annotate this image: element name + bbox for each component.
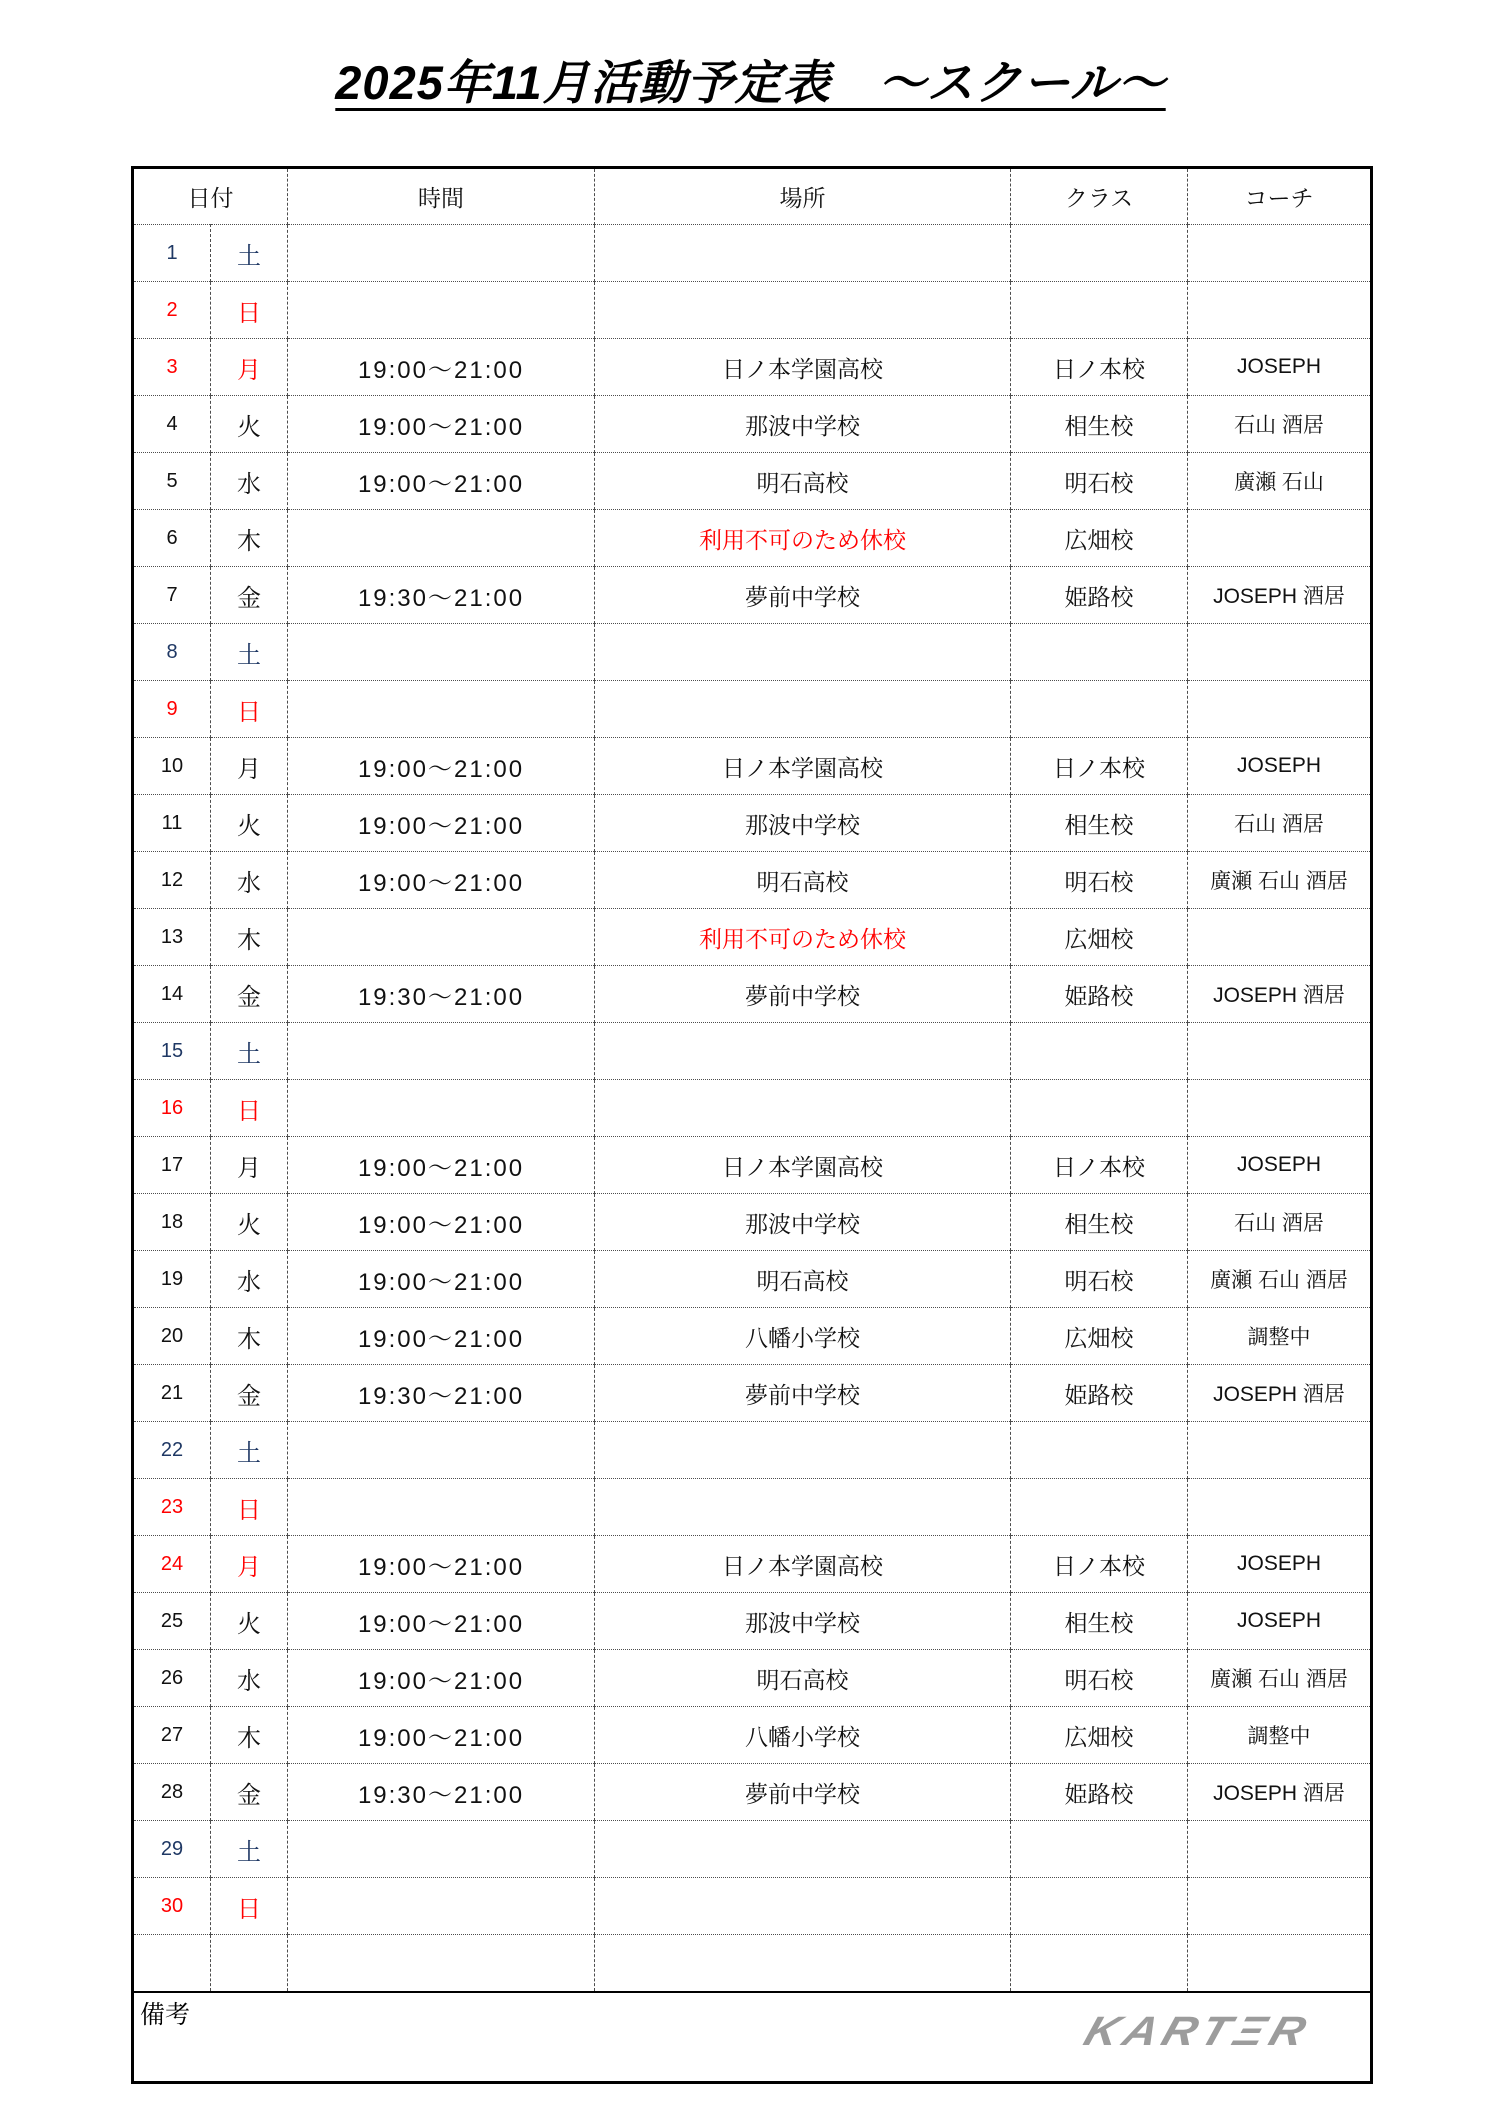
class-cell	[1011, 1080, 1188, 1137]
coach-cell: JOSEPH	[1188, 1593, 1372, 1650]
schedule-row	[133, 852, 1372, 909]
class-cell	[1011, 1422, 1188, 1479]
place-cell	[595, 624, 1011, 681]
date-number-cell: 6	[133, 510, 211, 567]
coach-cell: JOSEPH	[1188, 339, 1372, 396]
date-number-cell: 3	[133, 339, 211, 396]
schedule-row	[133, 1878, 1372, 1935]
time-cell: 19:00～21:00	[288, 396, 595, 453]
day-of-week-cell: 日	[211, 1479, 288, 1536]
schedule-row	[133, 1935, 1372, 1992]
place-cell	[595, 1821, 1011, 1878]
date-number-cell: 30	[133, 1878, 211, 1935]
day-of-week-cell: 金	[211, 1764, 288, 1821]
day-of-week-cell: 金	[211, 1365, 288, 1422]
class-cell: 明石校	[1011, 1251, 1188, 1308]
date-number-cell: 29	[133, 1821, 211, 1878]
date-number-cell: 8	[133, 624, 211, 681]
schedule-row	[133, 1764, 1372, 1821]
coach-cell	[1188, 1080, 1372, 1137]
place-cell: 日ノ本学園高校	[595, 738, 1011, 795]
time-cell: 19:30～21:00	[288, 966, 595, 1023]
class-cell: 姫路校	[1011, 1764, 1188, 1821]
day-of-week-cell: 月	[211, 339, 288, 396]
date-number-cell: 19	[133, 1251, 211, 1308]
date-number-cell: 10	[133, 738, 211, 795]
page-title: 2025年11月活動予定表 ～スクール～	[335, 56, 1166, 109]
class-cell: 姫路校	[1011, 567, 1188, 624]
coach-cell	[1188, 1821, 1372, 1878]
date-number-cell: 17	[133, 1137, 211, 1194]
time-cell	[288, 624, 595, 681]
date-number-cell: 24	[133, 1536, 211, 1593]
notes-cell	[133, 1992, 1372, 2083]
schedule-row	[133, 738, 1372, 795]
class-cell: 明石校	[1011, 453, 1188, 510]
schedule-row	[133, 567, 1372, 624]
coach-cell: JOSEPH	[1188, 1536, 1372, 1593]
coach-cell: 石山 酒居	[1188, 795, 1372, 852]
day-of-week-cell: 火	[211, 795, 288, 852]
time-cell: 19:00～21:00	[288, 1308, 595, 1365]
class-cell	[1011, 1821, 1188, 1878]
day-of-week-cell: 火	[211, 1194, 288, 1251]
coach-cell	[1188, 282, 1372, 339]
time-cell	[288, 1422, 595, 1479]
place-cell	[595, 681, 1011, 738]
date-number-cell: 16	[133, 1080, 211, 1137]
time-cell: 19:30～21:00	[288, 567, 595, 624]
date-number-cell: 15	[133, 1023, 211, 1080]
coach-cell	[1188, 1422, 1372, 1479]
karter-logo: KARTΞR	[1079, 2007, 1318, 2054]
time-cell: 19:00～21:00	[288, 852, 595, 909]
place-cell	[595, 1479, 1011, 1536]
day-of-week-cell: 月	[211, 1137, 288, 1194]
class-cell: 広畑校	[1011, 1707, 1188, 1764]
date-number-cell: 5	[133, 453, 211, 510]
place-cell: 那波中学校	[595, 1194, 1011, 1251]
schedule-row	[133, 1422, 1372, 1479]
date-number-cell: 4	[133, 396, 211, 453]
place-cell: 日ノ本学園高校	[595, 1536, 1011, 1593]
coach-cell: 調整中	[1188, 1707, 1372, 1764]
schedule-row	[133, 1479, 1372, 1536]
coach-cell	[1188, 909, 1372, 966]
schedule-row	[133, 1137, 1372, 1194]
time-cell: 19:00～21:00	[288, 1707, 595, 1764]
col-header-coach: コーチ	[1188, 168, 1372, 225]
place-cell: 明石高校	[595, 1650, 1011, 1707]
class-cell: 相生校	[1011, 1593, 1188, 1650]
class-cell	[1011, 1878, 1188, 1935]
class-cell: 広畑校	[1011, 909, 1188, 966]
place-cell: 日ノ本学園高校	[595, 339, 1011, 396]
day-of-week-cell: 火	[211, 1593, 288, 1650]
place-cell: 夢前中学校	[595, 1764, 1011, 1821]
schedule-row	[133, 396, 1372, 453]
schedule-row	[133, 1707, 1372, 1764]
day-of-week-cell: 木	[211, 909, 288, 966]
coach-cell: 廣瀬 石山 酒居	[1188, 852, 1372, 909]
day-of-week-cell: 火	[211, 396, 288, 453]
class-cell	[1011, 681, 1188, 738]
time-cell	[288, 1821, 595, 1878]
class-cell: 明石校	[1011, 1650, 1188, 1707]
schedule-row	[133, 1650, 1372, 1707]
time-cell	[288, 510, 595, 567]
coach-cell: JOSEPH 酒居	[1188, 567, 1372, 624]
date-number-cell: 12	[133, 852, 211, 909]
col-header-time: 時間	[288, 168, 595, 225]
time-cell	[288, 282, 595, 339]
class-cell: 広畑校	[1011, 1308, 1188, 1365]
schedule-row	[133, 681, 1372, 738]
day-of-week-cell: 月	[211, 738, 288, 795]
schedule-row	[133, 1194, 1372, 1251]
notes-row	[133, 1992, 1372, 2083]
coach-cell: 石山 酒居	[1188, 396, 1372, 453]
schedule-row	[133, 510, 1372, 567]
date-number-cell: 2	[133, 282, 211, 339]
date-number-cell: 11	[133, 795, 211, 852]
day-of-week-cell: 月	[211, 1536, 288, 1593]
coach-cell: 廣瀬 石山 酒居	[1188, 1251, 1372, 1308]
day-of-week-cell: 木	[211, 1707, 288, 1764]
day-of-week-cell: 土	[211, 225, 288, 282]
time-cell: 19:00～21:00	[288, 453, 595, 510]
place-cell: 那波中学校	[595, 1593, 1011, 1650]
day-of-week-cell: 土	[211, 1821, 288, 1878]
schedule-row	[133, 1593, 1372, 1650]
class-cell	[1011, 225, 1188, 282]
day-of-week-cell: 水	[211, 453, 288, 510]
time-cell: 19:30～21:00	[288, 1365, 595, 1422]
schedule-row	[133, 225, 1372, 282]
place-cell: 明石高校	[595, 1251, 1011, 1308]
class-cell: 日ノ本校	[1011, 339, 1188, 396]
time-cell: 19:00～21:00	[288, 339, 595, 396]
col-header-place: 場所	[595, 168, 1011, 225]
date-number-cell: 13	[133, 909, 211, 966]
class-cell: 日ノ本校	[1011, 1536, 1188, 1593]
coach-cell: 廣瀬 石山 酒居	[1188, 1650, 1372, 1707]
time-cell: 19:00～21:00	[288, 1593, 595, 1650]
day-of-week-cell: 土	[211, 1023, 288, 1080]
day-of-week-cell: 土	[211, 624, 288, 681]
col-header-date: 日付	[133, 168, 288, 225]
place-cell	[595, 282, 1011, 339]
place-cell: 夢前中学校	[595, 567, 1011, 624]
place-cell: 夢前中学校	[595, 966, 1011, 1023]
coach-cell: JOSEPH	[1188, 738, 1372, 795]
place-cell: 利用不可のため休校	[595, 510, 1011, 567]
schedule-body	[133, 225, 1372, 1992]
time-cell: 19:30～21:00	[288, 1764, 595, 1821]
place-cell: 那波中学校	[595, 795, 1011, 852]
date-number-cell: 26	[133, 1650, 211, 1707]
time-cell	[288, 1878, 595, 1935]
class-cell: 広畑校	[1011, 510, 1188, 567]
schedule-row	[133, 1821, 1372, 1878]
schedule-row	[133, 1308, 1372, 1365]
date-number-cell	[133, 1935, 211, 1992]
time-cell	[288, 1080, 595, 1137]
date-number-cell: 20	[133, 1308, 211, 1365]
coach-cell	[1188, 681, 1372, 738]
time-cell	[288, 1935, 595, 1992]
date-number-cell: 9	[133, 681, 211, 738]
schedule-row	[133, 1251, 1372, 1308]
schedule-row	[133, 339, 1372, 396]
coach-cell: JOSEPH 酒居	[1188, 1764, 1372, 1821]
col-header-class: クラス	[1011, 168, 1188, 225]
class-cell: 姫路校	[1011, 966, 1188, 1023]
place-cell: 八幡小学校	[595, 1308, 1011, 1365]
date-number-cell: 22	[133, 1422, 211, 1479]
schedule-row	[133, 795, 1372, 852]
schedule-row	[133, 624, 1372, 681]
date-number-cell: 7	[133, 567, 211, 624]
date-number-cell: 27	[133, 1707, 211, 1764]
place-cell	[595, 1878, 1011, 1935]
time-cell	[288, 909, 595, 966]
day-of-week-cell: 日	[211, 1878, 288, 1935]
coach-cell: JOSEPH	[1188, 1137, 1372, 1194]
place-cell: 利用不可のため休校	[595, 909, 1011, 966]
time-cell	[288, 1479, 595, 1536]
coach-cell	[1188, 624, 1372, 681]
time-cell: 19:00～21:00	[288, 1251, 595, 1308]
notes-label: 備考	[140, 2000, 191, 2029]
schedule-table	[131, 166, 1373, 2084]
schedule-row	[133, 1023, 1372, 1080]
schedule-row	[133, 1536, 1372, 1593]
place-cell	[595, 225, 1011, 282]
day-of-week-cell: 金	[211, 567, 288, 624]
coach-cell	[1188, 1023, 1372, 1080]
place-cell	[595, 1422, 1011, 1479]
schedule-row	[133, 453, 1372, 510]
coach-cell: 調整中	[1188, 1308, 1372, 1365]
class-cell	[1011, 282, 1188, 339]
class-cell	[1011, 1023, 1188, 1080]
place-cell: 日ノ本学園高校	[595, 1137, 1011, 1194]
class-cell: 日ノ本校	[1011, 738, 1188, 795]
schedule-row	[133, 282, 1372, 339]
coach-cell: JOSEPH 酒居	[1188, 1365, 1372, 1422]
class-cell: 相生校	[1011, 795, 1188, 852]
day-of-week-cell: 日	[211, 1080, 288, 1137]
coach-cell	[1188, 1479, 1372, 1536]
date-number-cell: 14	[133, 966, 211, 1023]
place-cell	[595, 1080, 1011, 1137]
schedule-row	[133, 1365, 1372, 1422]
time-cell: 19:00～21:00	[288, 738, 595, 795]
time-cell: 19:00～21:00	[288, 1536, 595, 1593]
time-cell: 19:00～21:00	[288, 1650, 595, 1707]
date-number-cell: 1	[133, 225, 211, 282]
date-number-cell: 23	[133, 1479, 211, 1536]
class-cell	[1011, 1935, 1188, 1992]
class-cell: 相生校	[1011, 396, 1188, 453]
schedule-row	[133, 1080, 1372, 1137]
day-of-week-cell: 水	[211, 1251, 288, 1308]
place-cell: 明石高校	[595, 453, 1011, 510]
class-cell	[1011, 624, 1188, 681]
time-cell: 19:00～21:00	[288, 1194, 595, 1251]
day-of-week-cell: 水	[211, 852, 288, 909]
class-cell	[1011, 1479, 1188, 1536]
schedule-row	[133, 909, 1372, 966]
place-cell: 明石高校	[595, 852, 1011, 909]
time-cell: 19:00～21:00	[288, 795, 595, 852]
date-number-cell: 25	[133, 1593, 211, 1650]
class-cell: 明石校	[1011, 852, 1188, 909]
day-of-week-cell	[211, 1935, 288, 1992]
time-cell	[288, 1023, 595, 1080]
place-cell	[595, 1935, 1011, 1992]
day-of-week-cell: 土	[211, 1422, 288, 1479]
day-of-week-cell: 日	[211, 681, 288, 738]
coach-cell	[1188, 1878, 1372, 1935]
place-cell: 夢前中学校	[595, 1365, 1011, 1422]
coach-cell: JOSEPH 酒居	[1188, 966, 1372, 1023]
schedule-row	[133, 966, 1372, 1023]
coach-cell	[1188, 510, 1372, 567]
coach-cell	[1188, 225, 1372, 282]
time-cell	[288, 225, 595, 282]
place-cell	[595, 1023, 1011, 1080]
time-cell	[288, 681, 595, 738]
day-of-week-cell: 水	[211, 1650, 288, 1707]
day-of-week-cell: 木	[211, 510, 288, 567]
header-row	[133, 168, 1372, 225]
time-cell: 19:00～21:00	[288, 1137, 595, 1194]
coach-cell: 廣瀬 石山	[1188, 453, 1372, 510]
day-of-week-cell: 木	[211, 1308, 288, 1365]
coach-cell: 石山 酒居	[1188, 1194, 1372, 1251]
date-number-cell: 21	[133, 1365, 211, 1422]
class-cell: 姫路校	[1011, 1365, 1188, 1422]
date-number-cell: 18	[133, 1194, 211, 1251]
date-number-cell: 28	[133, 1764, 211, 1821]
place-cell: 那波中学校	[595, 396, 1011, 453]
place-cell: 八幡小学校	[595, 1707, 1011, 1764]
class-cell: 日ノ本校	[1011, 1137, 1188, 1194]
day-of-week-cell: 金	[211, 966, 288, 1023]
coach-cell	[1188, 1935, 1372, 1992]
class-cell: 相生校	[1011, 1194, 1188, 1251]
day-of-week-cell: 日	[211, 282, 288, 339]
